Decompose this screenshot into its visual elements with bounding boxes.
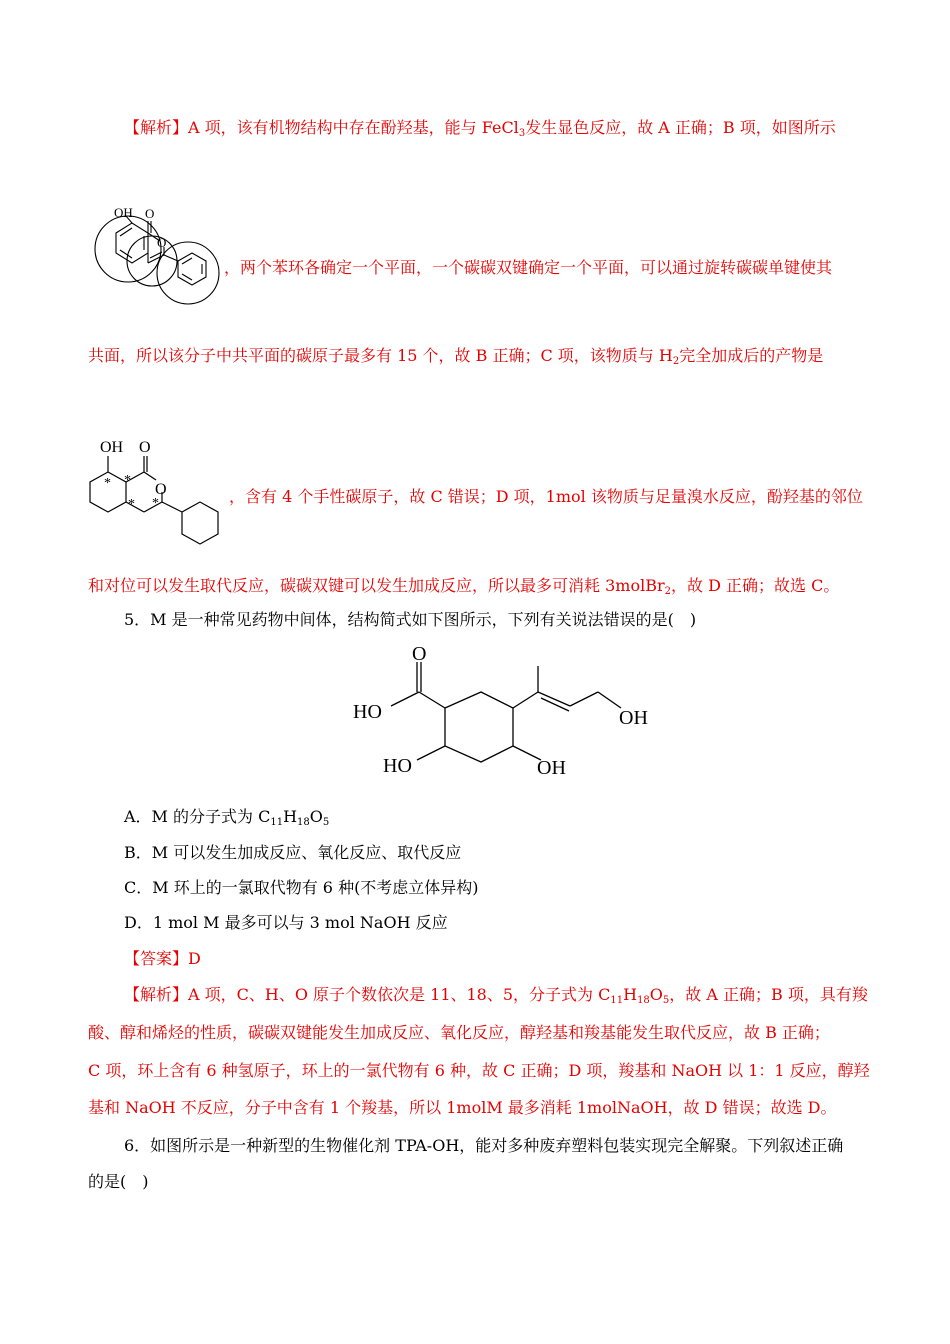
- struct1-oh-label: OH: [114, 205, 133, 220]
- explanation-line-5: 和对位可以发生取代反应，碳碳双键可以发生加成反应，所以最多可消耗 3molBr$_2$，故 D 正确；故选 C。: [88, 576, 840, 597]
- structure-hydrogenated-product: [86, 432, 226, 552]
- struct-m-o-label: O: [412, 643, 427, 665]
- struct-m-ho-label-1: HO: [353, 701, 382, 723]
- chiral-star: *: [128, 497, 135, 512]
- explanation-line-1: 【解析】A 项，该有机物结构中存在酚羟基，能与 FeCl$_3$发生显色反应，故 A 正确；B 项，如图所示: [124, 118, 836, 139]
- structure-compound-m: [345, 640, 665, 785]
- option-c: C．M 环上的一氯取代物有 6 种(不考虑立体异构): [124, 878, 479, 897]
- struct1-o-label: O: [145, 206, 155, 221]
- struct1-o2-label: O: [157, 235, 167, 250]
- question-6-stem-line-1: 6．如图所示是一种新型的生物催化剂 TPA-OH，能对多种废弃塑料包装实现完全解聚。下列叙述正确: [124, 1136, 844, 1155]
- explanation-line-3: 共面，所以该分子中共平面的碳原子最多有 15 个，故 B 正确；C 项，该物质与 $H_2$完全加成后的产物是: [88, 346, 824, 367]
- explanation-line-4: ，含有 4 个手性碳原子，故 C 错误；D 项，1mol 该物质与足量溴水反应，酚羟基的邻位: [229, 487, 863, 506]
- struct-m-ho-label-2: HO: [383, 755, 412, 777]
- structure-benzene-planes: [86, 203, 222, 305]
- chiral-star: *: [104, 476, 111, 491]
- explanation-tag: 【解析】: [124, 118, 189, 137]
- q5-explanation-line-4: 基和 NaOH 不反应，分子中含有 1 个羧基，所以 1molM 最多消耗 1molNaOH，故 D 错误；故选 D。: [88, 1098, 837, 1117]
- struct2-o-label: O: [139, 439, 151, 456]
- struct-m-oh-label-1: OH: [537, 757, 566, 779]
- option-b: B．M 可以发生加成反应、氧化反应、取代反应: [124, 843, 462, 862]
- answer-line: 【答案】D: [124, 949, 201, 968]
- explanation-line-2: ，两个苯环各确定一个平面，一个碳碳双键确定一个平面，可以通过旋转碳碳单键使其: [224, 258, 833, 277]
- q5-explanation-line-1: 【解析】A 项，C、H、O 原子个数依次是 11、18、5，分子式为 $C_{11}H_{18}O_5$，故 A 正确；B 项，具有羧: [124, 985, 868, 1006]
- option-d: D．1 mol M 最多可以与 3 mol NaOH 反应: [124, 913, 448, 932]
- q5-explanation-line-2: 酸、醇和烯烃的性质，碳碳双键能发生加成反应、氧化反应，醇羟基和羧基能发生取代反应，故 B 正确；: [88, 1023, 830, 1042]
- question-5-stem: 5．M 是一种常见药物中间体，结构简式如下图所示，下列有关说法错误的是( ): [124, 610, 697, 629]
- option-a: A．M 的分子式为 $C_{11}H_{18}O_5$: [124, 807, 330, 828]
- q5-explanation-line-3: C 项，环上含有 6 种氢原子，环上的一氯代物有 6 种，故 C 正确；D 项，羧基和 NaOH 以 1：1 反应，醇羟: [88, 1061, 870, 1080]
- chiral-star: *: [124, 473, 131, 488]
- struct2-oh-label: OH: [100, 439, 124, 456]
- question-6-stem-line-2: 的是( ): [88, 1172, 149, 1191]
- struct2-o2-label: O: [155, 481, 167, 498]
- struct-m-oh-label-2: OH: [619, 707, 648, 729]
- chiral-star: *: [152, 496, 159, 511]
